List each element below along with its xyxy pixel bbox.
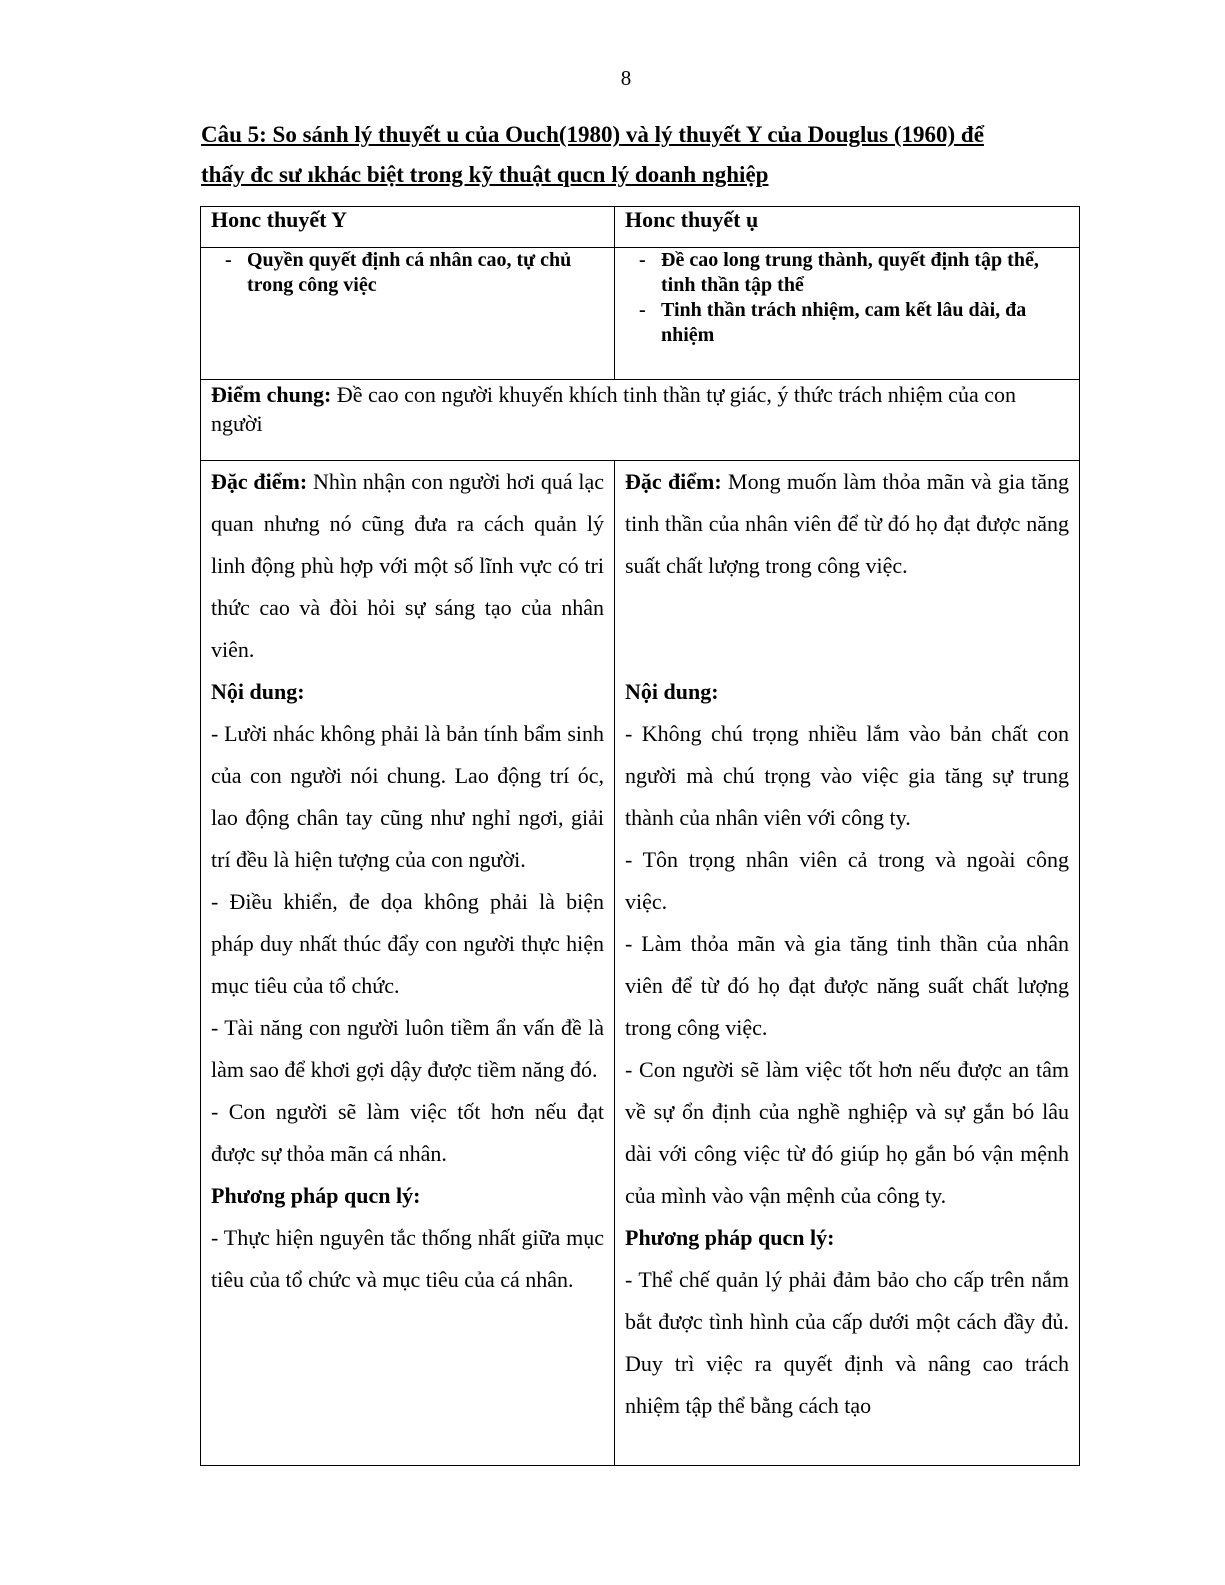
list-item: - Không chú trọng nhiều lắm vào bản chất con người mà chú trọng vào việc gia tăng sự trung thành của nhân viên với công ty.: [625, 721, 1069, 830]
list-item: - Thực hiện nguyên tắc thống nhất giữa mục tiêu của tổ chức và mục tiêu của cá nhân.: [211, 1225, 604, 1292]
spacer: [625, 629, 1069, 671]
list-item: - Lười nhác không phải là bản tính bẩm sinh của con người nói chung. Lao động trí óc, lao động chân tay cũng như nghỉ ngơi, giải trí đều là hiện tượng của con người.: [211, 721, 604, 872]
comparison-table: [200, 206, 1080, 1466]
common-points-row: [201, 380, 1080, 461]
theory-y-details: [201, 461, 615, 1466]
list-item: - Tôn trọng nhân viên cả trong và ngoài công việc.: [625, 847, 1069, 914]
list-item: - Con người sẽ làm việc tốt hơn nếu được an tâm về sự ổn định của nghề nghiệp và sự gắn bó lâu dài với công việc từ đó giúp họ gắn bó vận mệnh của mình vào vận mệnh của công ty.: [625, 1057, 1069, 1208]
details-row: [201, 461, 1080, 1466]
table-header-row: [201, 207, 1080, 248]
list-item: - Tinh thần trách nhiệm, cam kết lâu dài, đa nhiệm: [625, 298, 1069, 348]
page-number: 8: [620, 66, 632, 90]
features-text: Nhìn nhận con người hơi quá lạc quan nhưng nó cũng đưa ra cách quản lý linh động phù hợp với một số lĩnh vực có tri thức cao và đòi hỏi sự sáng tạo của nhân viên.: [211, 469, 604, 662]
content-label: Nội dung:: [211, 679, 305, 704]
theory-y-features: [211, 461, 604, 671]
list-item: - Tài năng con người luôn tiềm ẩn vấn đề là làm sao để khơi gợi dậy được tiềm năng đó.: [211, 1015, 604, 1082]
method-label: Phương pháp qucn lý:: [625, 1225, 835, 1250]
theory-u-details: [615, 461, 1080, 1466]
common-text: Đề cao con người khuyến khích tinh thần tự giác, ý thức trách nhiệm của con người: [211, 382, 1016, 436]
list-item: - Quyền quyết định cá nhân cao, tự chủ trong công việc: [211, 248, 604, 298]
spacer: [625, 587, 1069, 629]
theory-u-header: Honc thuyết ụ: [615, 207, 1080, 248]
features-label: Đặc điểm:: [625, 469, 722, 494]
key-points-row: [201, 248, 1080, 380]
theory-u-key-points: [615, 248, 1080, 380]
list-item: - Thể chế quản lý phải đảm bảo cho cấp trên nắm bắt được tình hình của cấp dưới một cách đầy đủ. Duy trì việc ra quyết định và nâng cao trách nhiệm tập thể bằng cách tạo: [625, 1267, 1069, 1418]
common-label: Điểm chung:: [211, 382, 332, 407]
list-item: - Con người sẽ làm việc tốt hơn nếu đạt được sự thỏa mãn cá nhân.: [211, 1099, 604, 1166]
features-text: Mong muốn làm thỏa mãn và gia tăng tinh thần của nhân viên để từ đó họ đạt được năng suất chất lượng trong công việc.: [625, 469, 1070, 578]
theory-u-features: [625, 461, 1069, 587]
features-label: Đặc điểm:: [211, 469, 308, 494]
common-points-cell: [201, 380, 1080, 461]
list-item: - Điều khiển, đe dọa không phải là biện pháp duy nhất thúc đẩy con người thực hiện mục tiêu của tổ chức.: [211, 889, 604, 998]
question-heading-line-1: Câu 5: So sánh lý thuyết u của Ouch(1980) và lý thuyết Y của Douglus (1960) để: [201, 122, 984, 147]
list-item: - Đề cao long trung thành, quyết định tập thể, tinh thần tập thể: [625, 248, 1069, 298]
content-label: Nội dung:: [625, 679, 719, 704]
question-heading-line-2: thấy đc sư ıkhác biệt trong kỹ thuật qucn lý doanh nghiệp: [201, 162, 769, 187]
method-label: Phương pháp qucn lý:: [211, 1183, 421, 1208]
list-item: - Làm thỏa mãn và gia tăng tinh thần của nhân viên để từ đó họ đạt được năng suất chất lượng trong công việc.: [625, 931, 1069, 1040]
theory-y-key-points: [201, 248, 615, 380]
theory-y-header: Honc thuyết Y: [201, 207, 615, 248]
